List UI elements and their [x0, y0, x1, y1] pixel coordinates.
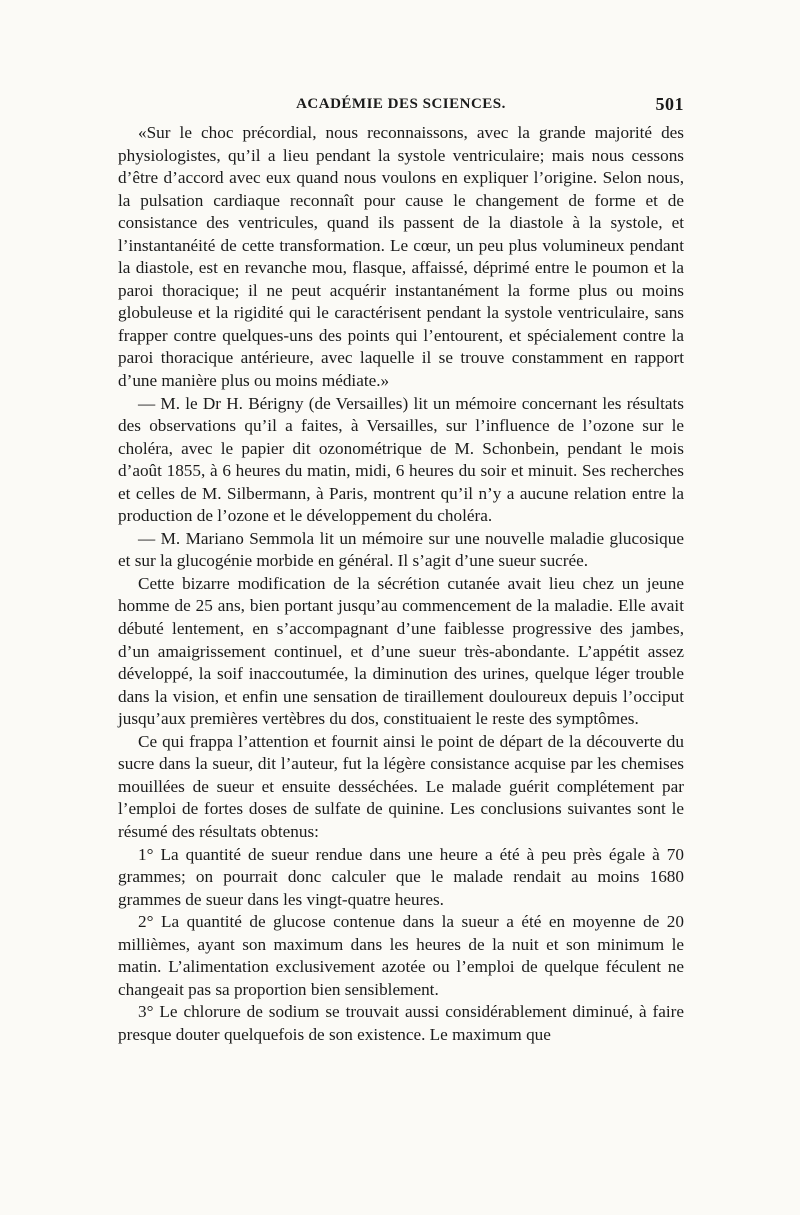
paragraph-choc-precordial: «Sur le choc précordial, nous reconnaissons, avec la grande majorité des physiologistes, qu’il a lieu pendant la systole ventriculaire; mais nous cessons d’être d’accord avec eux quand nous voulons en expliquer l’origine. Selon nous, la pulsation cardiaque reconnaît pour cause le changement de forme et de consistance des ventricules, quand ils passent de la diastole à la systole, et l’instantanéité de cette transformation. Le cœur, un peu plus volumineux pendant la diastole, est en revanche mou, flasque, affaissé, déprimé entre le poumon et la paroi thoracique; il ne peut acquérir instantanément la forme plus ou moins globuleuse et la rigidité qui le caractérisent pendant la systole ventriculaire, sans frapper contre quelques-uns des points qui l’entourent, et spécialement contre la paroi thoracique antérieure, avec laquelle il se trouve constamment en rapport d’une manière plus ou moins médiate.»: [118, 123, 684, 391]
paragraph-conclusion-1: 1° La quantité de sueur rendue dans une heure a été à peu près égale à 70 grammes; on pourrait donc calculer que le malade rendait au moins 1680 grammes de sueur dans les vingt-quatre heures.: [118, 844, 684, 909]
paragraph-semmola: — M. Mariano Semmola lit un mémoire sur une nouvelle maladie glucosique et sur la glucogénie morbide en général. Il s’agit d’une sueur sucrée.: [118, 528, 684, 571]
paragraph-case-description: Cette bizarre modification de la sécrétion cutanée avait lieu chez un jeune homme de 25 ans, bien portant jusqu’au commencement de la maladie. Elle avait débuté lentement, en s’accompagnant d’une faiblesse progressive des jambes, d’un amaigrissement continuel, et d’une sueur très-abondante. L’appétit assez développé, la soif inaccoutumée, la diminution des urines, quelque léger trouble dans la vision, et enfin une sensation de tiraillement douloureux depuis l’occiput jusqu’aux premières vertèbres du dos, constituaient le reste des symptômes.: [118, 573, 684, 729]
running-header: [118, 92, 684, 122]
paragraph-conclusion-3: 3° Le chlorure de sodium se trouvait aussi considérablement diminué, à faire presque douter quelquefois de son existence. Le maximum que: [118, 1002, 684, 1044]
paragraph-berigny: — M. le Dr H. Bérigny (de Versailles) lit un mémoire concernant les résultats des observations qu’il a faites, à Versailles, sur l’influence de l’ozone sur le choléra, avec le papier dit ozonométrique de M. Schonbein, pendant le mois d’août 1855, à 6 heures du matin, midi, 6 heures du soir et minuit. Ses recherches et celles de M. Silbermann, à Paris, montrent qu’il n’y a aucune relation entre la production de l’ozone et le développement du choléra.: [118, 393, 684, 526]
page-body: [118, 122, 684, 1046]
paragraph-discovery: Ce qui frappa l’attention et fournit ainsi le point de départ de la découverte du sucre dans la sueur, dit l’auteur, fut la légère consistance acquise par les chemises mouillées de sueur et ensuite desséchées. Le malade guérit complétement par l’emploi de fortes doses de sulfate de quinine. Les conclusions suivantes sont le résumé des résultats obtenus:: [118, 731, 684, 841]
header-title: ACADÉMIE DES SCIENCES.: [296, 96, 506, 112]
document-page: [118, 92, 684, 1046]
paragraph-conclusion-2: 2° La quantité de glucose contenue dans la sueur a été en moyenne de 20 millièmes, ayant son maximum dans les heures de la nuit et son minimum le matin. L’alimentation exclusivement azotée ou l’emploi de quelque féculent ne changeait pas sa proportion bien sensiblement.: [118, 912, 684, 999]
page-number: 501: [655, 94, 684, 114]
